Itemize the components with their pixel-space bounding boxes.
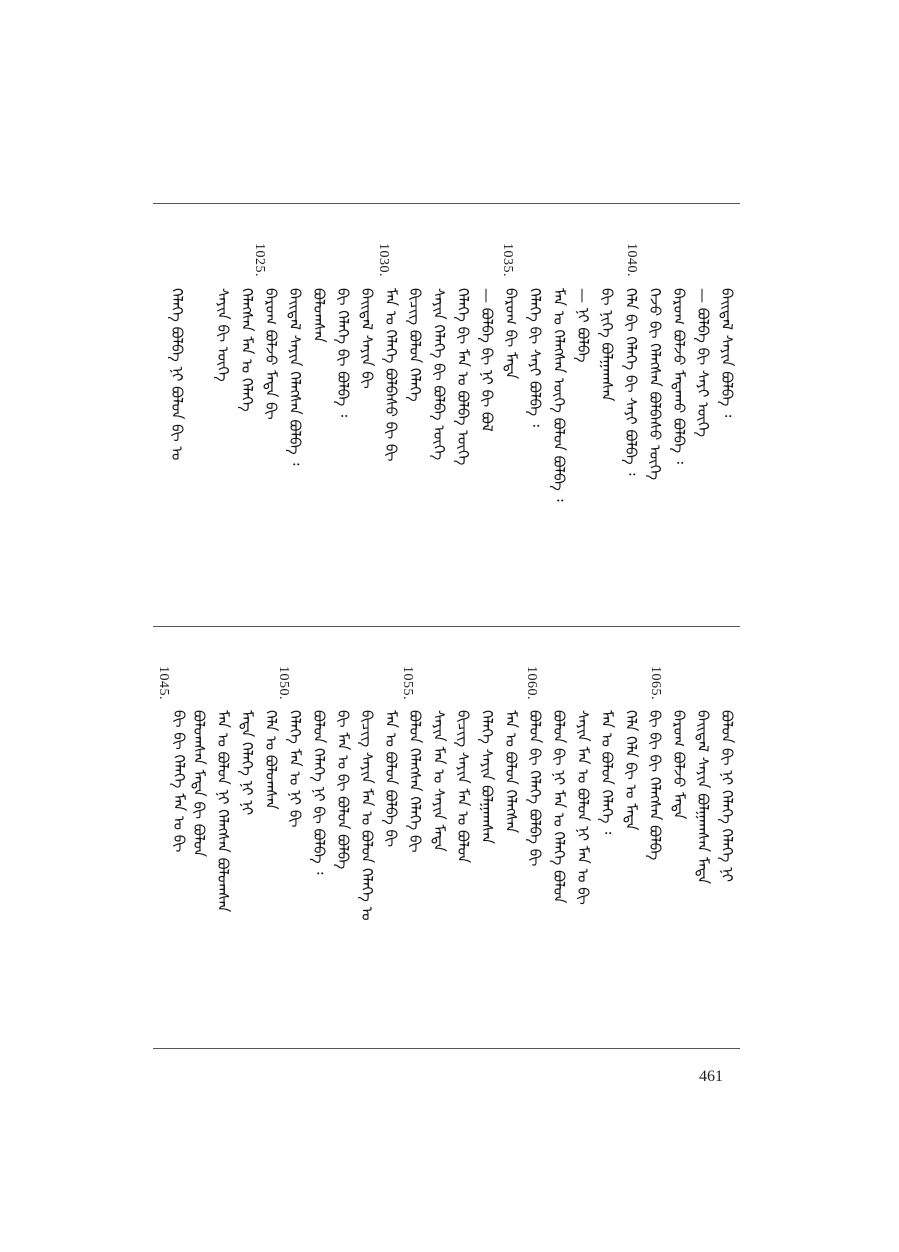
verse-line: ᠮᠠᠳᠠ ᠬᠡᠯᠡᠭᠡ ᠨᠢ ᠨᠢ (238, 710, 256, 816)
page-number: 461 (699, 1068, 723, 1085)
verse-line: ᠬᠡᠯᠡᠭᠡ ᠮᠠᠨ ᠤ ᠨᠢ ᠪᠢ (286, 710, 304, 828)
verse-line: ᠪᠠᠷᠤᠭ ᠪᠢ ᠮᠠᠳᠠ (502, 288, 520, 380)
verse-line: ᠪᠠᠢᠳᠠᠯ ᠰᠠᠶᠢᠨ ᠪᠢ (358, 288, 376, 389)
verse-line: ᠬᠡᠯᠡ ᠪᠢ ᠬᠡᠯᠡᠭᠡ ᠪᠢ ᠰᠠᠶᠢ ᠪᠣᠯᠪᠠ ᠄ (622, 288, 640, 476)
verse-line: ᠭᠡᠵᠦ ᠪᠢ ᠬᠡᠯᠡᠭᠰᠡᠨ ᠪᠣᠯᠪᠠᠰᠤ ᠦᠭᠡ (646, 288, 664, 481)
verse-line: ᠰᠠᠶᠢᠨ ᠮᠠᠨ ᠤ ᠰᠠᠶᠢᠨ ᠮᠠᠳᠠ (430, 710, 448, 852)
verse-line: ᠪᠣᠯᠤᠨ ᠪᠢ ᠬᠡᠯᠡᠭᠡ ᠪᠣᠯᠪᠠ ᠪᠢ (526, 710, 544, 867)
verse-line: ᠪᠢ ᠪᠢ ᠬᠡᠯᠡᠭᠡ ᠮᠠᠨ ᠤ ᠪᠢ (170, 710, 188, 853)
verse-line: ᠮᠠᠨ ᠤ ᠪᠣᠯᠤᠨ ᠬᠡᠯᠡᠭᠰᠡᠨ (502, 710, 520, 834)
line-number: 1065. (648, 666, 663, 700)
verse-line: ᠮᠠᠨ ᠤ ᠪᠣᠯᠤᠨ ᠪᠣᠯᠪᠠ ᠪᠢ (382, 710, 400, 847)
verse-line: ᠬᠡᠯᠡᠭᠡ ᠪᠣᠯᠪᠠ ᠨᠢ ᠪᠣᠯᠤᠨ ᠪᠢ ᠤ (168, 288, 186, 461)
verse-line: ᠰᠠᠶᠢᠨ ᠪᠢ ᠦᠭᠡ (214, 288, 232, 382)
bottom-rule (153, 1048, 740, 1049)
verse-line: ᠪᠠᠢᠳᠠᠯ ᠰᠠᠶᠢᠨ ᠬᠡᠯᠡᠭᠰᠡᠨ ᠪᠣᠯᠪᠠ ᠄ (286, 288, 304, 466)
verse-line: ᠮᠠᠨ ᠤ ᠬᠡᠯᠡᠭᠰᠡᠨ ᠦᠭᠡ ᠪᠣᠯᠤᠨ ᠪᠣᠯᠪᠠ ᠄ (550, 288, 568, 502)
verse-line: ᠪᠢᠴᠢᠭ ᠰᠠᠶᠢᠨ ᠮᠠᠨ ᠤ ᠪᠣᠯᠤᠨ ᠬᠡᠯᠡᠭᠡ ᠤ (358, 710, 376, 921)
line-number: 1040. (624, 243, 639, 277)
verse-line: ᠬᠡᠯᠡ ᠤ ᠪᠣᠯᠤᠭᠰᠠᠨ (262, 710, 280, 810)
top-rule (153, 203, 740, 204)
verse-line: ᠬᠡᠯᠡ ᠬᠡᠯᠡ ᠪᠢ ᠤ ᠮᠠᠳᠠ (622, 710, 640, 831)
verse-line: ᠰᠠᠶᠢᠨ ᠮᠠᠨ ᠤ ᠪᠣᠯᠤᠨ ᠨᠢ ᠮᠠᠨ ᠤ ᠪᠢ (574, 710, 592, 905)
verse-line: ᠪᠠᠢᠳᠠᠯ ᠰᠠᠶᠢᠨ ᠪᠣᠯᠭᠠᠭᠰᠠᠨ ᠮᠠᠳᠠ (694, 710, 712, 885)
middle-rule (153, 626, 740, 627)
verse-line: ᠪᠣᠯᠤᠨ ᠪᠢ ᠨᠢ ᠬᠡᠯᠡᠭᠡ ᠬᠡᠯᠡᠭᠡ ᠨᠢ (718, 710, 736, 883)
verse-line: ᠪᠣᠯᠤᠨ ᠬᠡᠯᠡᠭᠡ ᠨᠢ ᠪᠢ ᠪᠣᠯᠪᠠ ᠄ (310, 710, 328, 875)
verse-line: ᠪᠢᠴᠢᠭ ᠪᠣᠯᠤᠨ ᠬᠡᠯᠡᠭᠡ (406, 288, 424, 402)
verse-line: ᠬᠡᠯᠡᠭᠡ ᠰᠠᠶᠢᠨ ᠪᠣᠯᠭᠠᠭᠰᠠᠨ (478, 710, 496, 845)
verse-line: ᠮᠠᠨ ᠤ ᠪᠣᠯᠤᠨ ᠬᠡᠯᠡᠭᠡ ᠄ (598, 710, 616, 835)
line-number: 1025. (252, 243, 267, 277)
verse-line: ᠪᠣᠯᠤᠨ ᠪᠢ ᠨᠢ ᠮᠠᠨ ᠤ ᠬᠡᠯᠡᠭᠡ ᠪᠣᠯᠤᠨ (550, 710, 568, 904)
line-number: 1050. (276, 666, 291, 700)
verse-line: — ᠨᠢ ᠪᠣᠯᠪᠠ (574, 288, 592, 363)
verse-line: ᠪᠢ ᠬᠡᠯᠡᠭᠡ ᠪᠢ ᠪᠣᠯᠪᠠ ᠄ (334, 288, 352, 418)
verse-line: ᠮᠠᠨ ᠤ ᠬᠡᠯᠡᠭᠡ ᠪᠣᠯᠪᠠᠰᠤ ᠪᠢ ᠪᠢ (382, 288, 400, 462)
line-number: 1060. (524, 666, 539, 700)
verse-line: ᠮᠠᠨ ᠤ ᠪᠣᠯᠤᠨ ᠨᠢ ᠬᠡᠯᠡᠭᠰᠡᠨ ᠪᠣᠯᠤᠭᠰᠠᠨ (214, 710, 232, 913)
verse-line: ᠪᠢ ᠪᠢ ᠪᠢ ᠬᠡᠯᠡᠭᠰᠡᠨ ᠪᠣᠯᠪᠠ (646, 710, 664, 861)
verse-line: ᠪᠣᠯᠤᠨ ᠬᠡᠯᠡᠭᠰᠡᠨ ᠬᠡᠯᠡᠭᠡ ᠪᠢ (406, 710, 424, 853)
verse-line: ᠪᠠᠷᠤᠭ ᠪᠣᠯᠵᠤ ᠮᠠᠳᠠ ᠪᠢ (262, 288, 280, 420)
verse-line: — ᠪᠣᠯᠪᠠ ᠪᠢ ᠰᠠᠶᠢ ᠦᠭᠡ (694, 288, 712, 438)
verse-line: — ᠪᠣᠯᠪᠠ ᠪᠢ ᠨᠢ ᠪᠢ ᠪᠣᠯ (478, 288, 496, 432)
verse-line: ᠪᠢᠴᠢᠭ ᠰᠠᠶᠢᠨ ᠮᠠᠨ ᠤ ᠪᠣᠯᠤᠨ (454, 710, 472, 864)
verse-line: ᠪᠠᠢᠳᠠᠯ ᠰᠠᠶᠢᠨ ᠪᠣᠯᠪᠠ ᠄ (718, 288, 736, 418)
verse-line: ᠰᠠᠶᠢᠨ ᠬᠡᠯᠡᠭᠡ ᠪᠢ ᠪᠣᠯᠪᠠ ᠦᠭᠡ (430, 288, 448, 461)
verse-line: ᠪᠠᠷᠤᠭ ᠪᠣᠯᠵᠤ ᠮᠠᠳᠠᠬᠤ ᠪᠣᠯᠪᠠ ᠄ (670, 288, 688, 464)
verse-line: ᠬᠡᠯᠡᠭᠡ ᠪᠢ ᠮᠠᠨ ᠤ ᠪᠣᠯᠪᠠ ᠦᠭᠡ (454, 288, 472, 466)
verse-line: ᠪᠢ ᠮᠠᠨ ᠤ ᠪᠢ ᠪᠣᠯᠤᠨ ᠪᠣᠯᠪᠠ (334, 710, 352, 870)
verse-line: ᠪᠣᠯᠤᠭᠰᠠᠨ (310, 288, 328, 343)
line-number: 1045. (156, 666, 171, 700)
line-number: 1030. (376, 243, 391, 277)
verse-line: ᠪᠣᠯᠤᠭᠰᠠᠨ ᠮᠠᠳᠠ ᠪᠢ ᠪᠣᠯᠤᠨ (190, 710, 208, 858)
verse-line: ᠬᠡᠯᠡᠭᠰᠡᠨ ᠮᠠᠨ ᠤ ᠬᠡᠯᠡᠭᠡ (238, 288, 256, 412)
verse-line: ᠪᠢ ᠨᠢᠭᠡ ᠪᠣᠯᠭᠠᠭᠰᠠᠨ (598, 288, 616, 402)
line-number: 1055. (400, 666, 415, 700)
line-number: 1035. (500, 243, 515, 277)
verse-line: ᠬᠡᠯᠡᠭᠡ ᠪᠢ ᠰᠠᠶᠢ ᠪᠣᠯᠪᠠ ᠄ (526, 288, 544, 427)
verse-line: ᠪᠠᠷᠤᠭ ᠪᠣᠯᠵᠤ ᠮᠠᠳᠠ (670, 710, 688, 820)
